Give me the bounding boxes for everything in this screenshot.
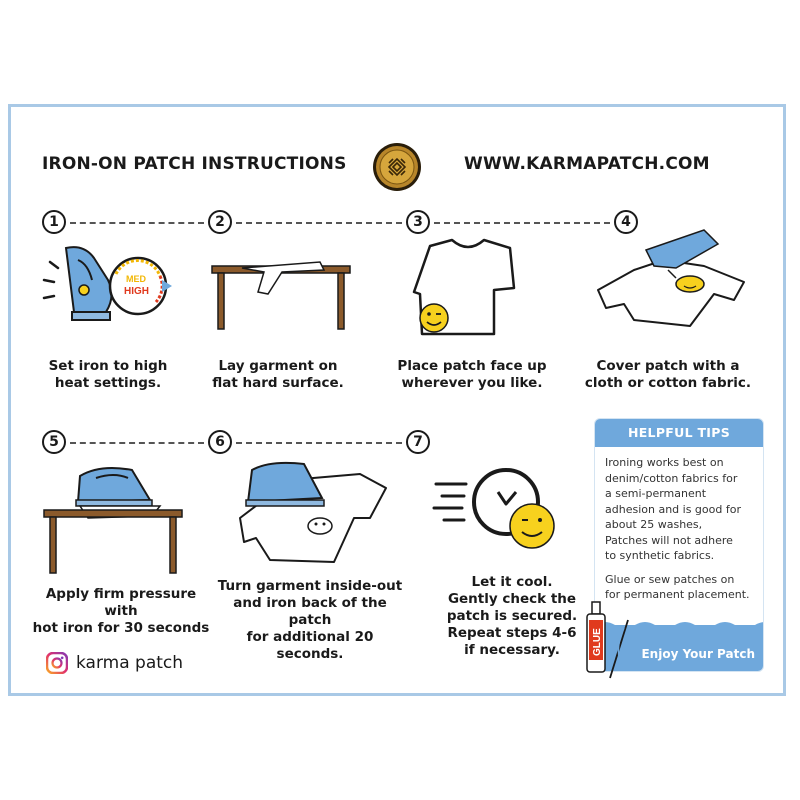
caption-line: Repeat steps 4-6 [447,625,577,641]
step-number-4: 4 [614,210,638,234]
caption-line: patch is secured. [446,608,578,624]
step-divider [236,222,402,224]
tips-line: a semi-permanent [605,487,707,500]
step-number-7: 7 [406,430,430,454]
step-number-3: 3 [406,210,430,234]
caption-line: heat settings. [54,375,162,391]
tips-title: HELPFUL TIPS [595,419,763,447]
table-garment-icon [208,258,354,334]
tips-line: Ironing works best on [605,456,724,469]
caption-line: Cover patch with a [596,358,740,374]
caption-line: cloth or cotton fabric. [584,375,752,391]
karma-logo-icon [372,142,422,192]
iron-heat-dial-icon [36,240,176,332]
step-2-caption [196,358,360,392]
caption-line: wherever you like. [401,375,543,391]
step-number-2: 2 [208,210,232,234]
step-1-caption [30,358,186,392]
step-divider [70,222,204,224]
caption-line: flat hard surface. [212,375,344,391]
step-number-5: 5 [42,430,66,454]
social-handle[interactable]: karma patch [76,653,184,673]
step-7-caption [440,574,584,659]
glue-bottle-icon [584,598,634,684]
step-4-caption [570,358,766,392]
tips-line: for permanent placement. [605,588,750,601]
tips-line: to synthetic fabrics. [605,549,715,562]
caption-line: hot iron for 30 seconds [32,620,210,636]
caption-line: Let it cool. [471,574,553,590]
dial-high-label: HIGH [124,286,149,297]
tips-line: about 25 washes, [605,518,703,531]
caption-line: and iron back of the patch [233,595,387,628]
instagram-icon[interactable] [46,652,68,674]
caption-line: Apply firm pressure with [45,586,197,619]
caption-line: for additional 20 seconds. [246,629,374,662]
step-5-caption [30,586,212,637]
dial-med-label: MED [126,274,146,284]
website-url: WWW.KARMAPATCH.COM [464,154,710,174]
tips-line: Glue or sew patches on [605,572,735,586]
step-number-1: 1 [42,210,66,234]
caption-line: Gently check the [447,591,577,607]
step-divider [434,222,610,224]
tips-line: Patches will not adhere [605,533,733,547]
tips-line: denim/cotton fabrics for [605,471,738,485]
step-3-caption [384,358,560,392]
step-divider [236,442,402,444]
caption-line: if necessary. [464,642,560,658]
caption-line: Turn garment inside-out [217,578,403,594]
cloth-cover-icon [594,226,754,332]
clock-smiley-icon [432,462,562,558]
iron-inside-out-icon [230,458,398,568]
step-divider [70,442,204,444]
step-6-caption [212,578,408,663]
enjoy-label: Enjoy Your Patch [641,647,755,661]
caption-line: Set iron to high [48,358,168,374]
tips-line: adhesion and is good for [605,502,741,516]
iron-on-table-icon [40,462,186,576]
shirt-patch-icon [412,236,522,340]
caption-line: Place patch face up [397,358,547,374]
step-number-6: 6 [208,430,232,454]
caption-line: Lay garment on [218,358,338,374]
page-title: IRON-ON PATCH INSTRUCTIONS [42,154,347,174]
glue-label: GLUE [592,628,603,656]
tips-body [595,447,763,603]
